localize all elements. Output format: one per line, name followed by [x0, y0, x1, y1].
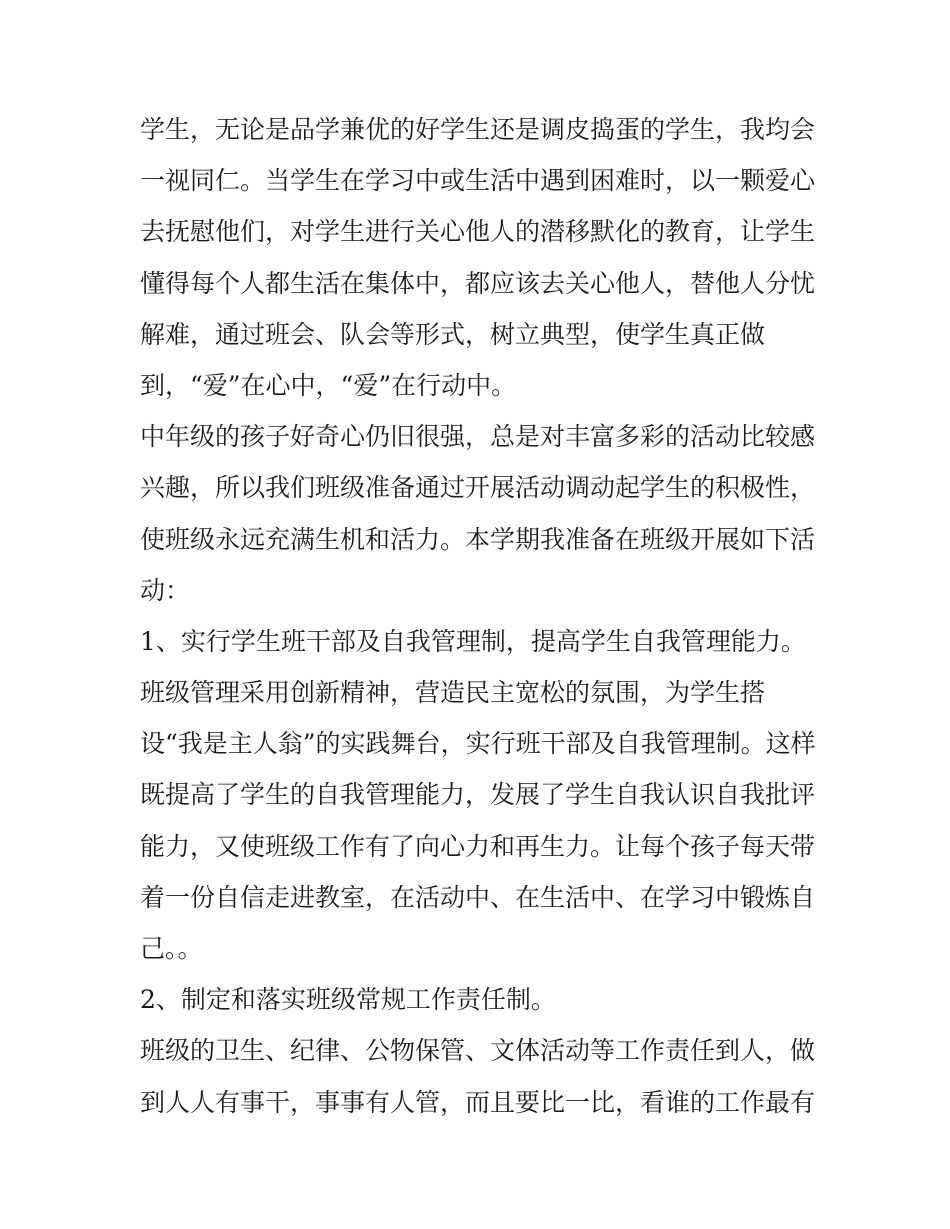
text-line: 己。。	[140, 934, 203, 963]
text-line: 解难，通过班会、队会等形式，树立典型，使学生真正做	[140, 319, 766, 349]
text-line: 既提高了学生的自我管理能力，发展了学生自我认识自我批评	[140, 780, 816, 810]
text-line: 1、实行学生班干部及自我管理制，提高学生自我管理能力。	[140, 626, 806, 656]
text-line: 班级管理采用创新精神，营造民主宽松的氛围，为学生搭	[140, 678, 766, 708]
text-line: 懂得每个人都生活在集体中，都应该去关心他人，替他人分忧	[140, 268, 816, 298]
text-line: 班级的卫生、纪律、公物保管、文体活动等工作责任到人，做	[140, 1036, 816, 1066]
text-line: 到人人有事干，事事有人管，而且要比一比，看谁的工作最有	[140, 1087, 816, 1117]
text-line: 去抚慰他们，对学生进行关心他人的潜移默化的教育，让学生	[140, 217, 816, 247]
text-line: 能力，又使班级工作有了向心力和再生力。让每个孩子每天带	[140, 831, 816, 861]
text-line: 一视同仁。当学生在学习中或生活中遇到困难时，以一颗爱心	[140, 166, 816, 196]
text-line: 着一份自信走进教室，在活动中、在生活中、在学习中锻炼自	[140, 882, 816, 912]
text-line: 动：	[140, 575, 191, 605]
document-body	[140, 104, 815, 1128]
text-line: 学生，无论是品学兼优的好学生还是调皮捣蛋的学生，我均会	[140, 115, 816, 144]
text-line: 到，“爱”在心中，“爱”在行动中。	[140, 370, 517, 400]
text-line: 2、制定和落实班级常规工作责任制。	[140, 985, 556, 1015]
text-line: 设“我是主人翁”的实践舞台，实行班干部及自我管理制。这样	[140, 729, 816, 759]
text-line: 使班级永远充满生机和活力。本学期我准备在班级开展如下活	[140, 524, 816, 554]
text-line: 中年级的孩子好奇心仍旧很强，总是对丰富多彩的活动比较感	[140, 422, 816, 452]
text-line: 兴趣，所以我们班级准备通过开展活动调动起学生的积极性，	[140, 473, 816, 503]
